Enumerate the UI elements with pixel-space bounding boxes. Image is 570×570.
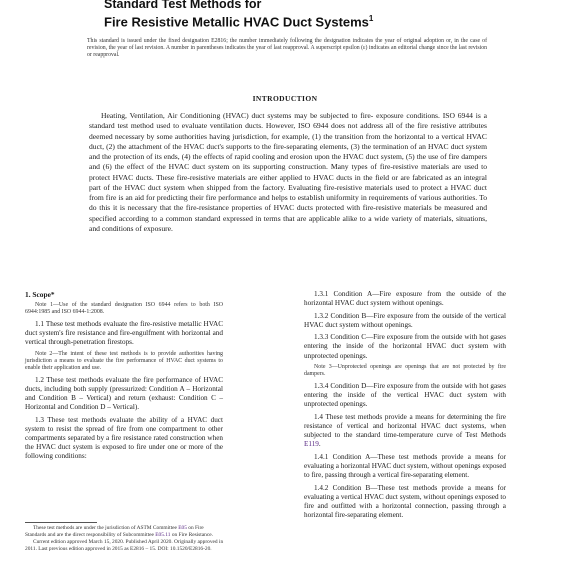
note-1: Note 1—Use of the standard designation ISO 6944 refers to both ISO 6944:1985 and ISO 6944-1:2008. — [25, 302, 223, 316]
paragraph-1-3: 1.3 These test methods evaluate the ability of a HVAC duct system to resist the spread of fire from one compartment to other compartments separated by a fire resistance rated construction when the HVAC duct system is exposed to fire under one or more of the following conditions: — [25, 415, 223, 461]
note-2: Note 2—The intent of these test methods is to provide authorities having jurisdiction a means to evaluate the fire performance of HVAC duct systems to enable their application and use. — [25, 350, 223, 372]
footnote-1-middle: on Fire Standards and are the direct responsibility of Subcommittee — [25, 525, 204, 538]
e119-link[interactable]: E119 — [304, 440, 319, 449]
committee-e05-link[interactable]: E05 — [178, 525, 187, 531]
introduction-heading: INTRODUCTION — [252, 94, 318, 103]
paragraph-1-3-3: 1.3.3 Condition C—Fire exposure from the outside with hot gases entering the inside of the horizontal HVAC duct system with unprotected openings. — [304, 333, 506, 360]
paragraph-1-4 — [304, 413, 506, 449]
paragraph-1-4-end: . — [318, 440, 321, 449]
footnote-1-text: These test methods are under the jurisdiction of ASTM Committee — [33, 525, 179, 531]
paragraph-1-4-1: 1.4.1 Condition A—These test methods provide a means for evaluating a horizontal HVAC duct system, without openings exposed to fire, passing through a vertical fire-separating element. — [304, 452, 506, 479]
document-title-line2 — [104, 11, 504, 29]
title-footnote-mark: 1 — [368, 14, 374, 23]
document-title-line1: Standard Test Methods for — [104, 0, 262, 11]
paragraph-1-1: 1.1 These test methods evaluate the fire-resistive metallic HVAC duct system's fire resistance and fire-engulfment with horizontal and vertical through-penetration firestops. — [25, 320, 223, 347]
footnote-1 — [25, 525, 225, 538]
footnote-rule — [25, 522, 97, 523]
paragraph-1-3-2: 1.3.2 Condition B—Fire exposure from the outside of the vertical HVAC duct system without openings. — [304, 311, 506, 329]
paragraph-1-3-4: 1.3.4 Condition D—Fire exposure from the outside with hot gases entering the inside of the vertical HVAC duct system with unprotected openings. — [304, 382, 506, 409]
designation-notice: This standard is issued under the fixed designation E2816; the number immediately following the designation indicates the year of original adoption or, in the case of revision, the year of last revision. A number in parentheses indicates the year of last reapproval. A superscript epsilon (ε) indicates an editorial change since the last revision or reapproval. — [87, 38, 487, 58]
right-column — [304, 290, 506, 523]
scope-heading: 1. Scope* — [25, 290, 55, 299]
footnote-1-end: on Fire Resistance. — [170, 531, 214, 538]
left-column — [25, 290, 223, 465]
document-title-text: Fire Resistive Metallic HVAC Duct Systems — [104, 14, 369, 30]
footnotes — [25, 525, 225, 553]
introduction-text: Heating, Ventilation, Air Conditioning (HVAC) duct systems may be subjected to fire- exposure conditions. ISO 6944 is a standard test method used to evaluate ventilation ducts. However, ISO 6944 does not address all of the fire resistive attributes deemed necessary by some authorities having jurisdiction, for example, (1) the transition from the horizontal to a vertical HVAC duct, (2) the attachment of the HVAC duct's supports to the fire-separating elements, (3) the termination of an HVAC duct system and the protection of its ends, (4) the effects of rapid cooling and erosion upon the HVAC duct system, (5) the use of fire dampers and (6) the effect of the HVAC duct system on its supporting construction. Many types of fire-resistive materials are used to protect HVAC ducts. These fire-resistive materials are either applied to HVAC ducts in the field or are fabricated as an integral part of the HVAC duct system when shipped from the factory. Evaluating fire-resistive materials used to protect a HVAC duct from fire is an aid for predicting their fire performance and helps to establish uniformity in requirements of various authorities. To do this it is necessary that the fire-resistance properties of HVAC ducts protected with fire-resistive materials be measured and specified according to a common standard expressed in terms that are applicable alike to a wide variety of materials, situations, and conditions of exposure. — [89, 111, 487, 233]
paragraph-1-3-1: 1.3.1 Condition A—Fire exposure from the outside of the horizontal HVAC duct system without openings. — [304, 290, 506, 308]
note-3: Note 3—Unprotected openings are openings that are not protected by fire dampers. — [304, 364, 506, 378]
subcommittee-e05-11-link[interactable]: E05.11 — [155, 531, 171, 538]
paragraph-1-4-text: 1.4 These test methods provide a means for determining the fire resistance of vertical and horizontal HVAC duct systems, when subjected to the standard time-temperature curve of Test Methods — [304, 412, 506, 440]
footnote-2: Current edition approved March 15, 2020. Published April 2020. Originally approved in 2011. Last previous edition approved in 2015 as E2816 – 15. DOI: 10.1520/E2816-20. — [25, 539, 224, 552]
paragraph-1-2: 1.2 These test methods evaluate the fire performance of HVAC ducts, including both supply (pressurized: Condition A – Horizontal and Condition B – Vertical) and return (exhaust: Condition C – Horizontal and Condition D – Vertical). — [25, 375, 223, 412]
paragraph-1-4-2: 1.4.2 Condition B—These test methods provide a means for evaluating a vertical HVAC duct system, without openings exposed to fire and outfitted with a horizontal connection, passing through a horizontal fire-separating element. — [304, 483, 506, 519]
